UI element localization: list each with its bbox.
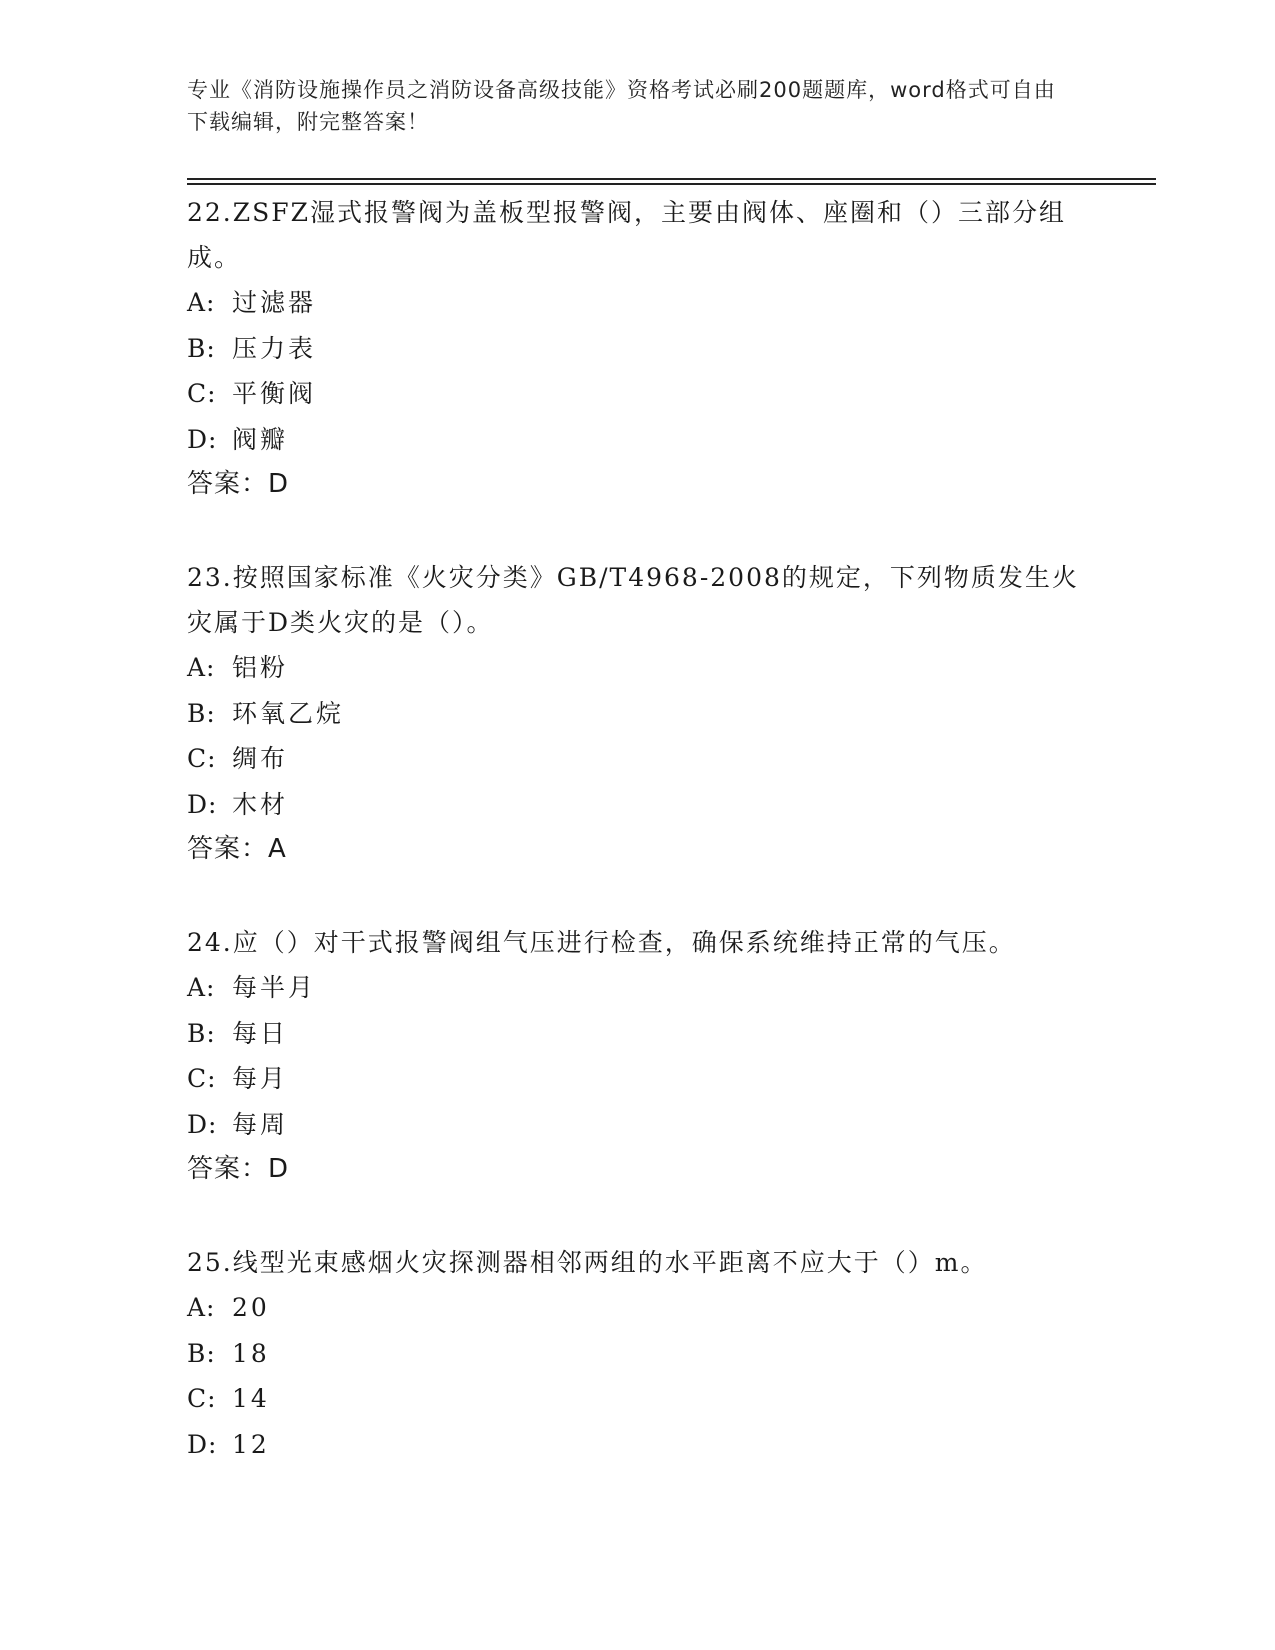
option-text: 每月 xyxy=(232,1064,289,1093)
document-header: 专业《消防设施操作员之消防设备高级技能》资格考试必刷200题题库，word格式可自由下载编辑，附完整答案！ xyxy=(187,78,1056,134)
option-text: 铝粉 xyxy=(232,653,289,682)
option-text: 木材 xyxy=(232,789,289,819)
option-text: 12 xyxy=(232,1429,270,1459)
option-key: C: xyxy=(187,379,217,408)
option-text: 18 xyxy=(232,1338,270,1368)
header-divider-top xyxy=(187,178,1156,180)
option-d xyxy=(187,1422,1087,1468)
option-text: 每半月 xyxy=(232,973,317,1002)
option-a xyxy=(187,1285,1087,1331)
answer-line: 答案：A xyxy=(187,834,287,864)
option-text: 平衡阀 xyxy=(232,379,317,408)
option-b xyxy=(187,326,1087,372)
option-d xyxy=(187,1102,1087,1148)
option-key: A: xyxy=(187,1293,216,1322)
question-25 xyxy=(187,1240,1087,1467)
option-a xyxy=(187,645,1087,691)
option-text: 14 xyxy=(232,1384,270,1413)
option-text: 每周 xyxy=(232,1109,289,1139)
option-b xyxy=(187,1331,1087,1377)
answer-line: 答案：D xyxy=(187,469,290,499)
option-key: B: xyxy=(187,698,216,728)
option-key: D: xyxy=(187,424,218,454)
option-key: C: xyxy=(187,1384,217,1413)
option-a xyxy=(187,280,1087,326)
header-divider-bottom xyxy=(187,183,1156,185)
option-d xyxy=(187,782,1087,828)
option-key: A: xyxy=(187,973,216,1002)
option-b xyxy=(187,691,1087,737)
option-b xyxy=(187,1011,1087,1057)
option-c xyxy=(187,736,1087,782)
question-23 xyxy=(187,555,1087,872)
option-a xyxy=(187,965,1087,1011)
question-text: 24.应（）对干式报警阀组气压进行检查，确保系统维持正常的气压。 xyxy=(187,928,1016,957)
option-key: A: xyxy=(187,653,216,682)
option-key: C: xyxy=(187,744,217,773)
option-key: B: xyxy=(187,333,216,363)
option-d xyxy=(187,417,1087,463)
option-key: D: xyxy=(187,1429,218,1459)
answer-line: 答案：D xyxy=(187,1154,290,1184)
option-text: 阀瓣 xyxy=(232,424,289,454)
question-text: 23.按照国家标准《火灾分类》GB/T4968-2008的规定，下列物质发生火灾属于D类火灾的是（）。 xyxy=(187,563,1079,637)
option-key: B: xyxy=(187,1018,216,1048)
option-text: 环氧乙烷 xyxy=(232,698,345,728)
option-key: D: xyxy=(187,789,218,819)
option-c xyxy=(187,1056,1087,1102)
question-text: 22.ZSFZ湿式报警阀为盖板型报警阀，主要由阀体、座圈和（）三部分组成。 xyxy=(187,198,1066,272)
question-list xyxy=(187,190,1087,1515)
question-text: 25.线型光束感烟火灾探测器相邻两组的水平距离不应大于（）m。 xyxy=(187,1248,988,1277)
question-24 xyxy=(187,920,1087,1192)
question-22 xyxy=(187,190,1087,507)
option-text: 每日 xyxy=(232,1018,289,1048)
option-key: C: xyxy=(187,1064,217,1093)
option-c xyxy=(187,371,1087,417)
option-key: A: xyxy=(187,288,216,317)
option-text: 20 xyxy=(232,1293,270,1322)
option-text: 过滤器 xyxy=(232,288,317,317)
option-key: B: xyxy=(187,1338,216,1368)
option-text: 绸布 xyxy=(232,744,289,773)
option-key: D: xyxy=(187,1109,218,1139)
option-text: 压力表 xyxy=(232,333,317,363)
option-c xyxy=(187,1376,1087,1422)
